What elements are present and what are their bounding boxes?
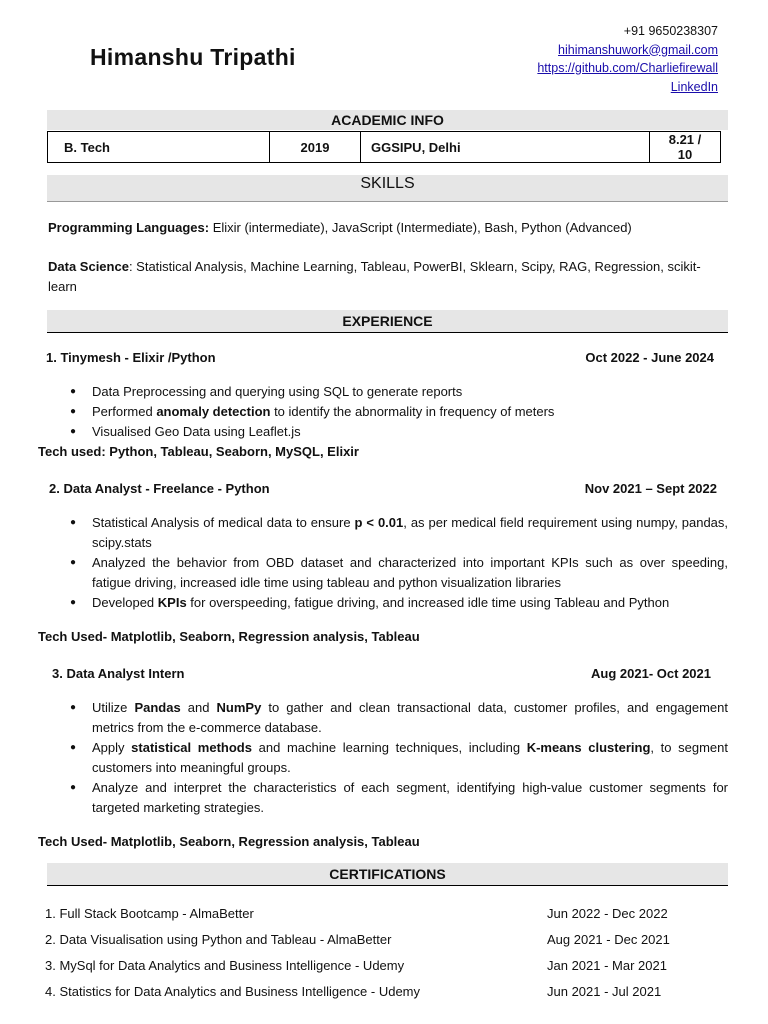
candidate-name: Himanshu Tripathi — [90, 44, 296, 70]
job-bullets — [70, 698, 728, 818]
list-item: ● Developed KPIs for overspeeding, fatigue driving, and increased idle time using Tableau and Python — [70, 593, 728, 613]
list-item: 3. MySql for Data Analytics and Business Intelligence - Udemy — [45, 958, 405, 973]
list-item: 1. Full Stack Bootcamp - AlmaBetter — [45, 906, 254, 921]
list-item: ● Utilize Pandas and NumPy to gather and clean transactional data, customer profiles, and engagement metrics from the e-commerce database. — [70, 698, 728, 738]
github-link[interactable]: https://github.com/Charliefirewall — [537, 61, 718, 75]
programming-value: Elixir (intermediate), JavaScript (Intermediate), Bash, Python (Advanced) — [209, 220, 632, 235]
linkedin-link[interactable]: LinkedIn — [670, 79, 718, 94]
tech-used: Tech Used- Matplotlib, Seaborn, Regression analysis, Tableau — [38, 629, 420, 644]
job-title: 3. Data Analyst Intern — [52, 666, 185, 681]
phone-number: +91 9650238307 — [623, 24, 718, 38]
list-item: 4. Statistics for Data Analytics and Business Intelligence - Udemy — [45, 984, 421, 999]
job-dates: Nov 2021 – Sept 2022 — [584, 481, 717, 496]
list-item: ● Performed anomaly detection to identify the abnormality in frequency of meters — [70, 402, 728, 422]
list-item: ● Apply statistical methods and machine learning techniques, including K-means clustering, to segment customers into meaningful groups. — [70, 738, 728, 778]
academic-heading: ACADEMIC INFO — [47, 110, 728, 130]
list-item: ● Statistical Analysis of medical data to ensure p < 0.01, as per medical field requirement using numpy, pandas, scipy.stats — [70, 513, 728, 553]
academic-table — [47, 131, 721, 163]
table-row — [48, 132, 721, 163]
year-cell: 2019 — [270, 132, 361, 163]
list-item: ● Analyzed the behavior from OBD dataset and characterized into important KPIs such as over speeding, fatigue driving, increased idle time using tableau and python visualization libraries — [70, 553, 728, 593]
tech-used: Tech Used- Matplotlib, Seaborn, Regression analysis, Tableau — [38, 834, 420, 849]
list-item: ● Analyze and interpret the characteristics of each segment, identifying high-value customer segments for targeted marketing strategies. — [70, 778, 728, 818]
cert-dates: Jun 2022 - Dec 2022 — [547, 906, 668, 921]
job-title: 1. Tinymesh - Elixir /Python — [46, 350, 216, 365]
list-item: ● Data Preprocessing and querying using SQL to generate reports — [70, 382, 728, 402]
cert-dates: Aug 2021 - Dec 2021 — [547, 932, 670, 947]
programming-label: Programming Languages: — [48, 220, 210, 235]
job-bullets — [70, 382, 728, 442]
data-science-label: Data Science — [48, 259, 129, 274]
degree-cell: B. Tech — [48, 132, 270, 163]
score-cell: 8.21 / 10 — [650, 132, 721, 163]
job-dates: Aug 2021- Oct 2021 — [591, 666, 711, 681]
experience-heading: EXPERIENCE — [47, 310, 728, 333]
certifications-heading: CERTIFICATIONS — [47, 863, 728, 886]
programming-languages — [48, 218, 728, 238]
contact-block — [537, 22, 718, 96]
data-science-value: : Statistical Analysis, Machine Learning, Tableau, PowerBI, Sklearn, Scipy, RAG, Regression, scikit-learn — [48, 259, 701, 294]
job-bullets — [70, 513, 728, 613]
email-link[interactable]: hihimanshuwork@gmail.com — [558, 42, 718, 57]
job-title: 2. Data Analyst - Freelance - Python — [49, 481, 270, 496]
institute-cell: GGSIPU, Delhi — [361, 132, 650, 163]
list-item: ● Visualised Geo Data using Leaflet.js — [70, 422, 728, 442]
cert-dates: Jun 2021 - Jul 2021 — [547, 984, 662, 999]
list-item: 2. Data Visualisation using Python and Tableau - AlmaBetter — [45, 932, 392, 947]
skills-heading: SKILLS — [47, 175, 728, 202]
job-dates: Oct 2022 - June 2024 — [585, 350, 714, 365]
tech-used: Tech used: Python, Tableau, Seaborn, MySQL, Elixir — [38, 444, 359, 459]
data-science-skills — [48, 257, 728, 297]
cert-dates: Jan 2021 - Mar 2021 — [547, 958, 667, 973]
